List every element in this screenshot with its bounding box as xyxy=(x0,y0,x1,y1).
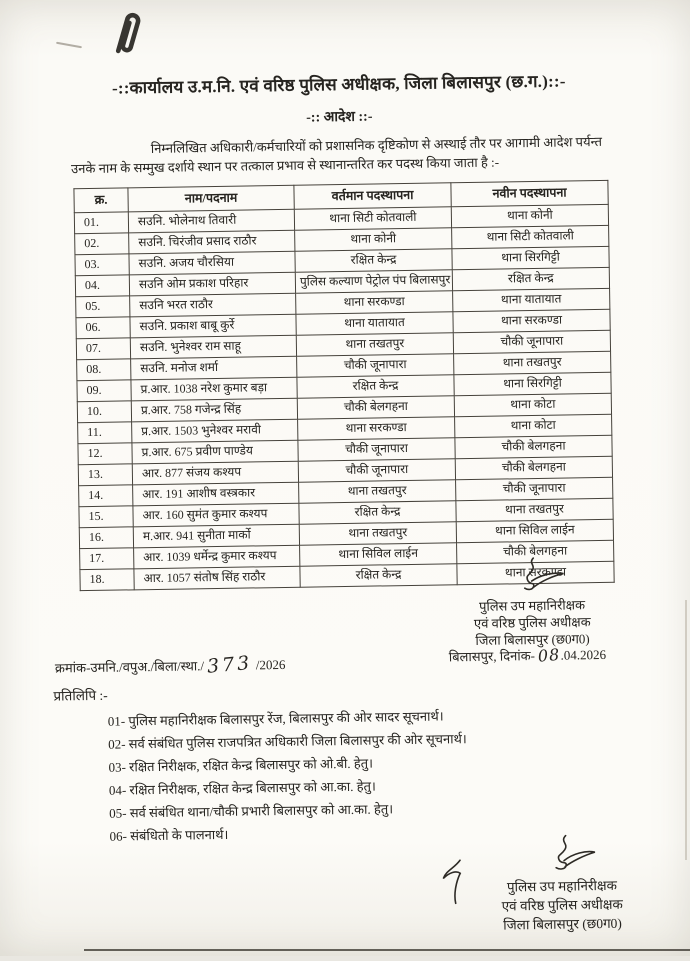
current-posting-cell: थाना सिटी कोतवाली xyxy=(294,207,451,230)
new-posting-cell: चौकी बेलगहना xyxy=(457,540,614,563)
current-posting-cell: थाना तखतपुर xyxy=(299,522,456,545)
serial-cell: 02. xyxy=(75,233,129,255)
name-cell: आर. 1057 संतोष सिंह राठौर xyxy=(134,566,300,590)
signatory-designation-1: पुलिस उप महानिरीक्षक xyxy=(506,877,618,895)
current-posting-cell: रक्षित केन्द्र xyxy=(299,501,456,524)
current-posting-cell: चौकी जूनापारा xyxy=(298,459,455,482)
current-posting-cell: थाना सरकण्डा xyxy=(298,417,455,440)
date-day-handwritten: 08 xyxy=(537,644,562,666)
new-posting-cell: थाना सिविल लाईन xyxy=(456,519,613,542)
new-posting-cell: थाना तखतपुर xyxy=(454,351,611,374)
name-cell: सउनि भरत राठौर xyxy=(130,293,296,317)
new-posting-cell: चौकी बेलगहना xyxy=(455,456,612,479)
new-posting-cell: थाना सरकण्डा xyxy=(457,561,614,584)
intro-line-2: उनके नाम के सम्मुख दर्शाये स्थान पर तत्काल प्रभाव से स्थानान्तरित कर पदस्थ किया जाता है :- xyxy=(70,154,500,177)
current-posting-cell: थाना यातायात xyxy=(296,312,453,335)
reference-prefix: क्रमांक-उमनि./वपुअ./बिला/स्था./ xyxy=(54,658,208,676)
new-posting-cell: थाना सिरगिट्टी xyxy=(452,246,609,269)
new-posting-cell: थाना कोनी xyxy=(451,204,608,227)
name-cell: आर. 191 आशीष वस्त्रकार xyxy=(133,482,299,506)
name-cell: आर. 160 सुमंत कुमार कश्यप xyxy=(133,503,299,527)
col-header-new-posting: नवीन पदस्थापना xyxy=(451,180,608,206)
current-posting-cell: थाना तखतपुर xyxy=(296,333,453,356)
new-posting-cell: चौकी जूनापारा xyxy=(453,330,610,353)
intro-line-1: निम्नलिखित अधिकारी/कर्मचारियों को प्रशासनिक दृष्टिकोण से अस्थाई तौर पर आगामी आदेश पर्यन्त xyxy=(150,133,603,157)
copy-item: 02- सर्व संबंधित पुलिस राजपत्रित अधिकारी जिला बिलासपुर की ओर सूचनार्थ। xyxy=(108,731,467,752)
serial-cell: 15. xyxy=(79,506,133,528)
col-header-serial: क्र. xyxy=(74,188,128,213)
new-posting-cell: थाना सिरगिट्टी xyxy=(454,372,611,395)
copy-item: 06- संबंधितो के पालनार्थ। xyxy=(109,826,229,844)
name-cell: सउनि. भुनेश्वर राम साहू xyxy=(130,335,296,359)
office-title: -::कार्यालय उ.म.नि. एवं वरिष्ठ पुलिस अधीक्षक, जिला बिलासपुर (छ.ग.)::- xyxy=(111,71,566,98)
serial-cell: 07. xyxy=(76,338,130,360)
current-posting-cell: चौकी बेलगहना xyxy=(297,396,454,419)
name-cell: सउनि. चिरंजीव प्रसाद राठौर xyxy=(129,230,295,254)
current-posting-cell: पुलिस कल्याण पेट्रोल पंप बिलासपुर xyxy=(295,270,452,293)
date-rest: .04.2026 xyxy=(560,646,607,663)
name-cell: सउनि. मनोज शर्मा xyxy=(131,356,297,380)
current-posting-cell: रक्षित केन्द्र xyxy=(295,249,452,272)
name-cell: सउनि. प्रकाश बाबू कुर्रे xyxy=(130,314,296,338)
col-header-current-posting: वर्तमान पदस्थापना xyxy=(294,183,451,209)
signature-flourish-icon xyxy=(495,557,568,596)
current-posting-cell: थाना सिविल लाईन xyxy=(300,543,457,566)
new-posting-cell: रक्षित केन्द्र xyxy=(452,267,609,290)
copies-heading: प्रतिलिपि :- xyxy=(53,687,108,704)
current-posting-cell: चौकी जूनापारा xyxy=(297,354,454,377)
new-posting-cell: थाना कोटा xyxy=(455,414,612,437)
name-cell: सउनि. भोलेनाथ तिवारी xyxy=(128,209,294,233)
serial-cell: 11. xyxy=(78,422,132,444)
scan-bottom-edge xyxy=(84,949,690,951)
name-cell: सउनि. अजय चौरसिया xyxy=(129,251,295,275)
copy-item: 04- रक्षित निरीक्षक, रक्षित केन्द्र बिलासपुर को आ.का. हेतु। xyxy=(108,778,377,798)
copy-item: 03- रक्षित निरीक्षक, रक्षित केन्द्र बिलासपुर को ओ.बी. हेतु। xyxy=(108,755,374,775)
current-posting-cell: रक्षित केन्द्र xyxy=(300,564,457,587)
serial-cell: 13. xyxy=(78,464,132,486)
new-posting-cell: थाना सिटी कोतवाली xyxy=(452,225,609,248)
serial-cell: 09. xyxy=(77,380,131,402)
name-cell: प्र.आर. 1503 भुनेश्वर मरावी xyxy=(132,419,298,443)
new-posting-cell: चौकी जूनापारा xyxy=(456,477,613,500)
new-posting-cell: थाना यातायात xyxy=(453,288,610,311)
serial-cell: 18. xyxy=(80,569,134,591)
scan-right-edge xyxy=(685,600,687,860)
name-cell: आर. 877 संजय कश्यप xyxy=(132,461,298,485)
new-posting-cell: थाना तखतपुर xyxy=(456,498,613,521)
name-cell: आर. 1039 धर्मेन्द्र कुमार कश्यप xyxy=(134,545,300,569)
current-posting-cell: थाना कोनी xyxy=(295,228,452,251)
serial-cell: 16. xyxy=(79,527,133,549)
name-cell: म.आर. 941 सुनीता मार्को xyxy=(133,524,299,548)
copy-item: 01- पुलिस महानिरीक्षक बिलासपुर रेंज, बिलासपुर की ओर सादर सूचनार्थ। xyxy=(107,708,444,729)
copy-item: 05- सर्व संबंधित थाना/चौकी प्रभारी बिलासपुर को आ.का. हेतु। xyxy=(109,801,394,821)
signatory-designation-2: एवं वरिष्ठ पुलिस अधीक्षक xyxy=(501,896,623,914)
intro-paragraph xyxy=(71,132,624,179)
current-posting-cell: थाना सरकण्डा xyxy=(296,291,453,314)
serial-cell: 01. xyxy=(74,212,128,234)
transfer-table xyxy=(73,180,614,591)
reference-number-handwritten: 373 xyxy=(206,651,254,678)
new-posting-cell: थाना कोटा xyxy=(454,393,611,416)
signatory-district: जिला बिलासपुर (छ0ग0) xyxy=(503,915,622,933)
signatory-designation-2: एवं वरिष्ठ पुलिस अधीक्षक xyxy=(473,614,591,631)
signature-block-bottom xyxy=(454,833,671,935)
serial-cell: 04. xyxy=(75,275,129,297)
new-posting-cell: चौकी बेलगहना xyxy=(455,435,612,458)
signature-flourish-icon xyxy=(525,834,598,875)
current-posting-cell: थाना तखतपुर xyxy=(299,480,456,503)
signature-block-top xyxy=(421,555,642,649)
place-date-line xyxy=(449,644,607,665)
copies-list xyxy=(108,704,469,848)
serial-cell: 12. xyxy=(78,443,132,465)
serial-cell: 05. xyxy=(76,296,130,318)
serial-cell: 08. xyxy=(77,359,131,381)
reference-suffix: /2026 xyxy=(252,656,286,673)
name-cell: प्र.आर. 758 गजेन्द्र सिंह xyxy=(131,398,297,422)
name-cell: प्र.आर. 1038 नरेश कुमार बड़ा xyxy=(131,377,297,401)
current-posting-cell: चौकी जूनापारा xyxy=(298,438,455,461)
serial-cell: 06. xyxy=(76,317,130,339)
serial-cell: 14. xyxy=(79,485,133,507)
date-prefix: बिलासपुर, दिनांक- xyxy=(448,647,539,665)
name-cell: सउनि ओम प्रकाश परिहार xyxy=(129,272,295,296)
col-header-name: नाम/पदनाम xyxy=(128,185,294,212)
signatory-district: जिला बिलासपुर (छ0ग0) xyxy=(475,631,590,648)
serial-cell: 10. xyxy=(77,401,131,423)
reference-number-line xyxy=(55,652,286,678)
serial-cell: 03. xyxy=(75,254,129,276)
name-cell: प्र.आर. 675 प्रवीण पाण्डेय xyxy=(132,440,298,464)
signatory-designation-1: पुलिस उप महानिरीक्षक xyxy=(478,597,586,614)
current-posting-cell: रक्षित केन्द्र xyxy=(297,375,454,398)
order-heading: -:: आदेश ::- xyxy=(306,109,373,126)
new-posting-cell: थाना सरकण्डा xyxy=(453,309,610,332)
serial-cell: 17. xyxy=(80,548,134,570)
